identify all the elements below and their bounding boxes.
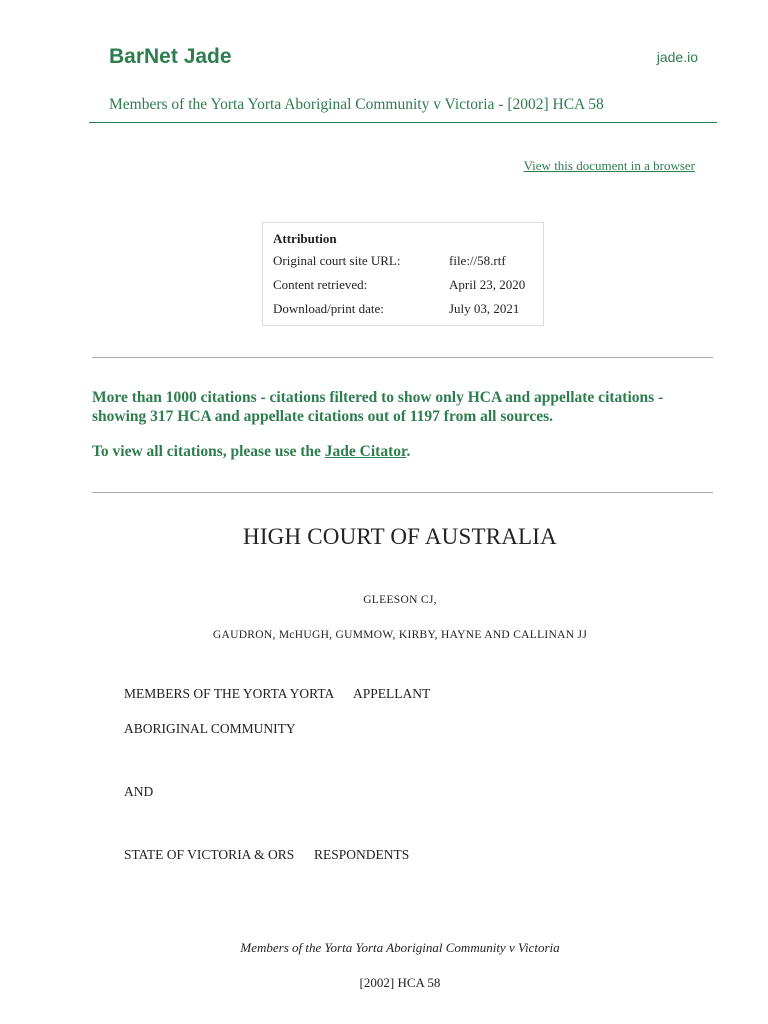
attribution-value: July 03, 2021 bbox=[449, 301, 520, 316]
citator-prefix: To view all citations, please use the bbox=[92, 443, 325, 460]
view-in-browser-link[interactable]: View this document in a browser bbox=[523, 158, 695, 173]
attribution-value: April 23, 2020 bbox=[449, 277, 526, 292]
attribution-row bbox=[273, 277, 533, 301]
court-heading: HIGH COURT OF AUSTRALIA bbox=[243, 524, 557, 549]
brand-logo[interactable]: BarNet Jade bbox=[109, 45, 232, 68]
attribution-label: Download/print date: bbox=[273, 301, 384, 316]
header-divider bbox=[89, 122, 717, 123]
appellant-role: APPELLANT bbox=[353, 686, 431, 701]
attribution-box bbox=[262, 222, 544, 326]
document-title: Members of the Yorta Yorta Aboriginal Community v Victoria - [2002] HCA 58 bbox=[109, 96, 604, 113]
respondent-name: STATE OF VICTORIA & ORS bbox=[124, 847, 295, 862]
appellant-name-line-1: MEMBERS OF THE YORTA YORTA bbox=[124, 686, 335, 701]
citator-notice bbox=[92, 443, 410, 461]
citations-notice: More than 1000 citations - citations filtered to show only HCA and appellate citations - showing 317 HCA and appellate citations out of 1197 from all sources. bbox=[92, 389, 664, 425]
attribution-row bbox=[273, 253, 533, 277]
attribution-label: Content retrieved: bbox=[273, 277, 368, 292]
attribution-label: Original court site URL: bbox=[273, 253, 401, 268]
judges-line-2: GAUDRON, McHUGH, GUMMOW, KIRBY, HAYNE AND CALLINAN JJ bbox=[212, 629, 588, 641]
attribution-row bbox=[273, 301, 533, 325]
divider-bottom bbox=[92, 492, 713, 493]
divider-top bbox=[92, 357, 713, 358]
and-separator: AND bbox=[124, 784, 154, 799]
attribution-heading: Attribution bbox=[273, 231, 337, 246]
judges-line-1: GLEESON CJ, bbox=[363, 594, 437, 606]
case-name: Members of the Yorta Yorta Aboriginal Community v Victoria bbox=[240, 940, 560, 955]
respondent-role: RESPONDENTS bbox=[314, 847, 410, 862]
appellant-name-line-2: ABORIGINAL COMMUNITY bbox=[124, 721, 296, 736]
attribution-value: file://58.rtf bbox=[449, 253, 506, 268]
citator-suffix: . bbox=[406, 443, 411, 460]
case-citation: [2002] HCA 58 bbox=[359, 975, 441, 990]
jade-io-link[interactable]: jade.io bbox=[656, 49, 698, 65]
jade-citator-link[interactable]: Jade Citator bbox=[324, 443, 407, 460]
